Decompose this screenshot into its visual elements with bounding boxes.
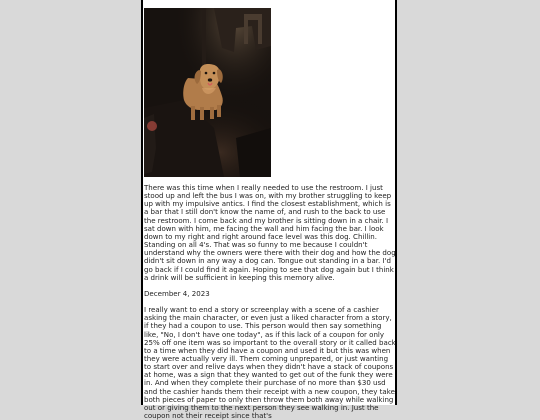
post-body-bar-dog: There was this time when I really needed to use the restroom. I just stood up and left the bus I was on, with my brother struggling to keep up with my impulsive antics. I find the closest establishment, which is a bar that I still don't know the name of, and rush to the back to use the restroom. I come back and my brother is sitting down in a chair. I sat down with him, me facing the wall and him facing the bar. I look down to my right and right around face level was this dog. Chillin. Standing on all 4's. That was so funny to me because I couldn't understand why the owners were there with their dog and how the dog didn't sit down in any way a dog can. Tongue out standing in a bar. I'd go back if I could find it again. Hoping to see that dog again but I think a drink will be sufficient in keeping this memory alive.	[144, 183, 396, 282]
blog-page	[141, 0, 397, 420]
post-date: December 4, 2023	[144, 288, 210, 298]
dog-photo	[144, 8, 271, 177]
dog-photo-image	[144, 8, 271, 177]
post-body-coupon: I really want to end a story or screenplay with a scene of a cashier asking the main character, or even just a liked character from a story, if they had a coupon to use. This person would then say something like, "No, I don't have one today", as if this lack of a coupon for only 25% off one item was so important to the overall story or it called back to a time when they did have a coupon and used it but this was when they were actually very ill. Them coming unprepared, or just wanting to start over and relive days when they didn't have a stack of coupons at home, was a sign that they wanted to get out of the funk they were in. And when they complete their purchase of no more than $30 usd and the cashier hands them their receipt with a new coupon, they take both pieces of paper to only then throw them both away while walking out or giving them to the next person they see walking in. Just the coupon not their receipt since that's	[144, 305, 396, 420]
post-content	[144, 184, 396, 420]
